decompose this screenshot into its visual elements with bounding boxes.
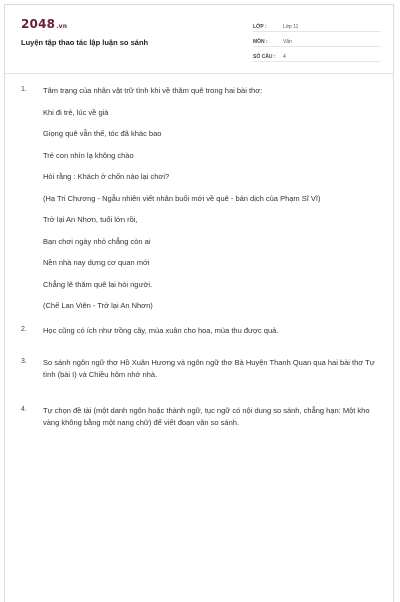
poem-source: (Chế Lan Viên - Trở lại An Nhơn): [43, 301, 153, 310]
meta-row-class: [253, 19, 381, 32]
worksheet-header: [5, 5, 393, 67]
poem-line: Chẳng lẽ thăm quê lại hỏi người.: [43, 279, 153, 289]
question-1: [21, 85, 381, 322]
meta-label: LỚP :: [253, 24, 267, 30]
question-text: So sánh ngôn ngữ thơ Hồ Xuân Hương và ngôn ngữ thơ Bà Huyện Thanh Quan qua hai bài thơ Tự tình (bài I) và Chiều hôm nhớ nhà.: [43, 357, 375, 379]
question-2: [21, 325, 381, 337]
question-text: Tự chọn đề tài (một danh ngôn hoặc thành ngữ, tục ngữ có nội dung so sánh, chẳng hạn: Một kho vàng không bằng một nang chữ) để viết đoạn văn so sánh.: [43, 405, 370, 427]
logo-main: 2048: [21, 17, 56, 31]
meta-value: Văn: [283, 39, 292, 45]
question-number: 4.: [21, 405, 27, 413]
site-logo[interactable]: [21, 17, 67, 31]
question-3: [21, 357, 381, 381]
question-number: 3.: [21, 357, 27, 365]
poem-line: Trở lại An Nhơn, tuổi lớn rồi,: [43, 215, 138, 224]
question-body: [43, 85, 381, 322]
meta-value: Lớp 11: [283, 24, 299, 30]
meta-info-table: [253, 19, 381, 64]
poem-line: Hỏi rằng : Khách ở chốn nào lại chơi?: [43, 172, 170, 181]
question-text: Học cũng có ích như trồng cây, mùa xuân cho hoa, mùa thu được quả.: [43, 325, 279, 335]
poem-line: Bạn chơi ngày nhỏ chẳng còn ai: [43, 236, 151, 246]
poem-line: Trẻ con nhìn lạ không chào: [43, 150, 134, 160]
meta-value: 4: [283, 54, 286, 60]
question-number: 2.: [21, 325, 27, 333]
questions-list: [21, 85, 381, 429]
question-number: 1.: [21, 86, 27, 93]
logo-tld: .vn: [56, 23, 68, 30]
poem-line: Khi đi trẻ, lúc về già: [43, 107, 109, 117]
poem-line: Giọng quê vẫn thế, tóc đã khác bao: [43, 129, 162, 138]
worksheet-page: [4, 4, 394, 602]
meta-label: SỐ CÂU :: [253, 54, 276, 60]
poem-line: Nền nhà nay dựng cơ quan mới: [43, 258, 150, 267]
question-line: Tâm trạng của nhân vật trữ tình khi về thăm quê trong hai bài thơ:: [43, 86, 263, 95]
document-title: Luyện tập thao tác lập luận so sánh: [21, 38, 149, 47]
header-divider: [5, 73, 393, 74]
meta-label: MÔN :: [253, 39, 268, 45]
meta-row-subject: [253, 34, 381, 47]
question-4: [21, 405, 381, 429]
meta-row-count: [253, 49, 381, 62]
poem-source: (Hạ Tri Chương - Ngẫu nhiên viết nhân buổi mới về quê - bản dịch của Phạm Sĩ Vĩ): [43, 193, 321, 203]
